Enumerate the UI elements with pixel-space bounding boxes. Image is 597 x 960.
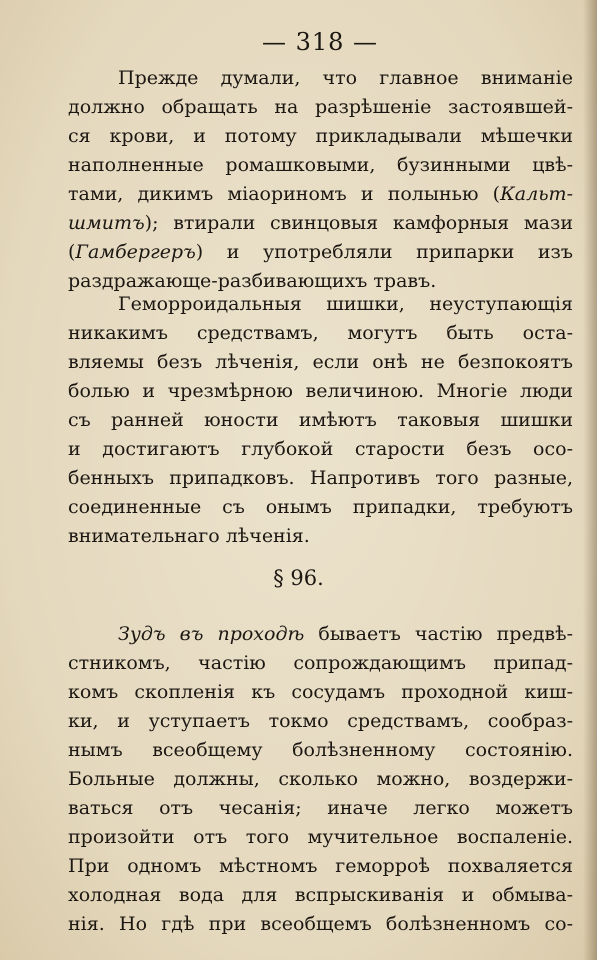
text-line: нымъ всеобщему болѣзненному состоянію. — [68, 739, 573, 761]
page-edge-shadow — [583, 0, 597, 960]
text-line: шмитъ); втирали свинцовыя камфорныя мази — [68, 212, 573, 234]
text-line: внимательнаго лѣченія. — [68, 525, 310, 547]
text-line: ки, и уступаетъ токмо средствамъ, сообраз- — [68, 710, 573, 732]
text-line: наполненные ромашковыми, бузинными цвѣ- — [68, 154, 573, 176]
page-number: — 318 — — [261, 28, 379, 56]
text-line: ся крови, и потому прикладывали мѣшечки — [68, 125, 573, 147]
text-line: соединенные съ онымъ припадки, требуютъ — [68, 496, 573, 518]
text-line: Прежде думали, что главное вниманіе — [118, 67, 573, 89]
paragraph-2 — [68, 290, 573, 551]
text-line: должно обращать на разрѣшеніе застоявшей- — [68, 96, 573, 118]
text-line: произойти отъ того мучительное воспаленіе. — [68, 826, 573, 848]
text-line: При одномъ мѣстномъ геморроѣ похваляется — [68, 855, 573, 877]
text-line: Больные должны, сколько можно, воздержи- — [68, 768, 573, 790]
text-line: раздражающе-разбивающихъ травъ. — [68, 270, 437, 292]
term-heading: Зудъ въ проходѣ — [118, 623, 305, 645]
text-line: болью и чрезмѣрною величиною. Многіе люди — [68, 380, 573, 402]
text-line: и достигаютъ глубокой старости безъ осо- — [68, 438, 573, 460]
text-line: бенныхъ припадковъ. Напротивъ того разные, — [68, 467, 573, 489]
author-citation: Кальт- — [500, 183, 573, 205]
text-line: ваться отъ чесанія; иначе легко можетъ — [68, 797, 573, 819]
text-line: нія. Но гдѣ при всеобщемъ болѣзненномъ со- — [68, 913, 573, 935]
text-line: Зудъ въ проходѣ бываетъ частію предвѣ- — [118, 623, 573, 645]
section-heading: § 96. — [273, 566, 324, 590]
text-line: никакимъ средствамъ, могутъ быть оста- — [68, 322, 573, 344]
text-line: (Гамбергеръ) и употребляли припарки изъ — [68, 241, 573, 263]
author-citation: Гамбергеръ — [75, 241, 196, 263]
paragraph-1 — [68, 64, 573, 296]
text-line: Геморроидальныя шишки, неуступающія — [118, 293, 573, 315]
text-line: съ ранней юности имѣютъ таковыя шишки — [68, 409, 573, 431]
text-line: вляемы безъ лѣченія, если онѣ не безпокоятъ — [68, 351, 573, 373]
text-line: комъ скопленія къ сосудамъ проходной киш- — [68, 681, 573, 703]
author-citation: шмитъ — [68, 212, 145, 234]
text-line: стникомъ, частію сопрождающимъ припад- — [68, 652, 573, 674]
paragraph-3 — [68, 620, 573, 939]
text-line: тами, дикимъ міаориномъ и полынью (Кальт- — [68, 183, 573, 205]
text-line: холодная вода для вспрыскиванія и обмыва- — [68, 884, 573, 906]
